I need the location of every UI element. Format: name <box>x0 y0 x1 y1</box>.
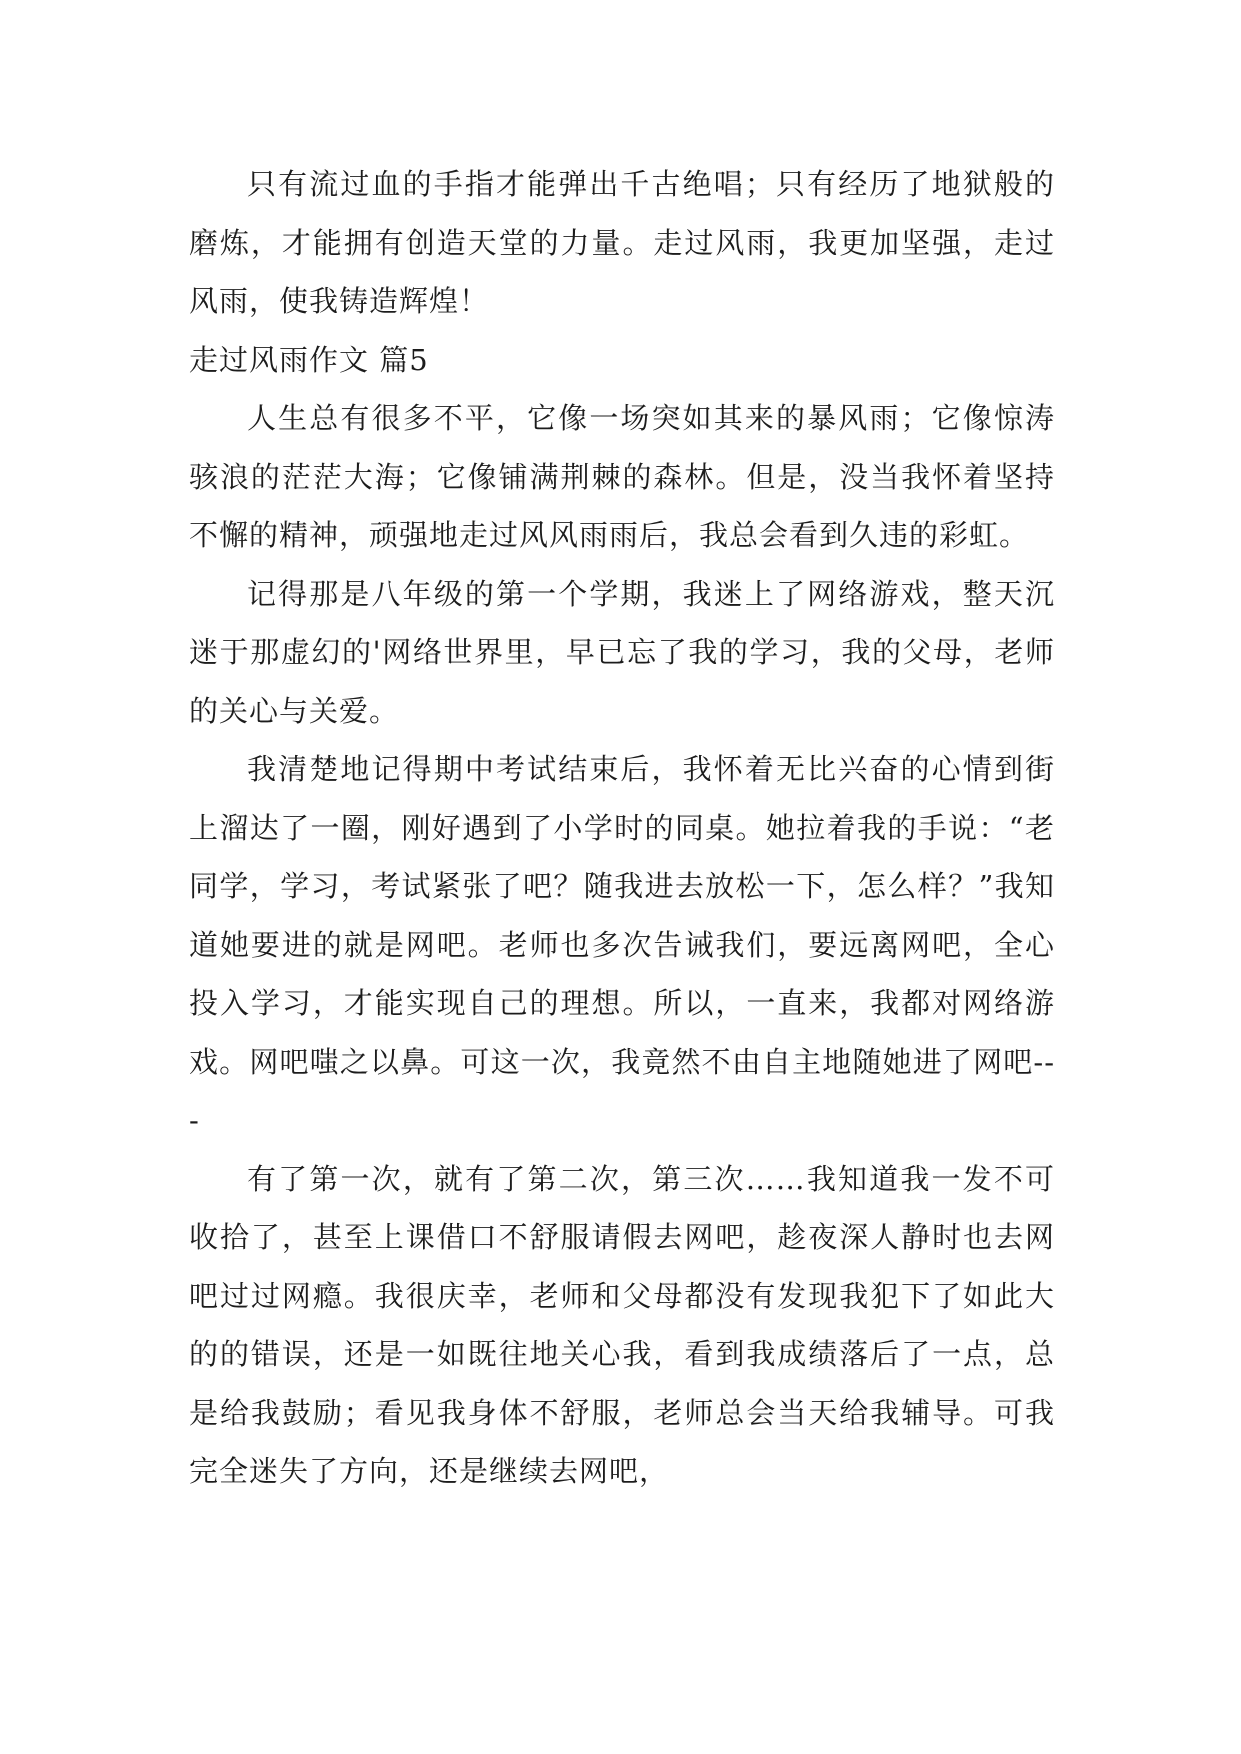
paragraph: 我清楚地记得期中考试结束后，我怀着无比兴奋的心情到街上溜达了一圈，刚好遇到了小学时的同桌。她拉着我的手说：“老同学，学习，考试紧张了吧？随我进去放松一下，怎么样？”我知道她要进的就是网吧。老师也多次告诫我们，要远离网吧，全心投入学习，才能实现自己的理想。所以，一直来，我都对网络游戏。网吧嗤之以鼻。可这一次，我竟然不由自主地随她进了网吧--- <box>189 752 1055 1137</box>
paragraph-intro: 只有流过血的手指才能弹出千古绝唱；只有经历了地狱般的磨炼，才能拥有创造天堂的力量。走过风雨，我更加坚强，走过风雨，使我铸造辉煌！ <box>189 167 1055 318</box>
paragraph: 有了第一次，就有了第二次，第三次……我知道我一发不可收拾了，甚至上课借口不舒服请假去网吧，趁夜深人静时也去网吧过过网瘾。我很庆幸，老师和父母都没有发现我犯下了如此大的的错误，还是一如既往地关心我，看到我成绩落后了一点，总是给我鼓励；看见我身体不舒服，老师总会当天给我辅导。可我完全迷失了方向，还是继续去网吧， <box>189 1161 1055 1488</box>
paragraph: 人生总有很多不平，它像一场突如其来的暴风雨；它像惊涛骇浪的茫茫大海；它像铺满荆棘的森林。但是，没当我怀着坚持不懈的精神，顽强地走过风风雨雨后，我总会看到久违的彩虹。 <box>189 401 1055 552</box>
section-heading: 走过风雨作文 篇5 <box>189 342 429 377</box>
document-body <box>189 155 1055 1501</box>
paragraph: 记得那是八年级的第一个学期，我迷上了网络游戏，整天沉迷于那虚幻的'网络世界里，早已忘了我的学习，我的父母，老师的关心与关爱。 <box>189 576 1055 728</box>
